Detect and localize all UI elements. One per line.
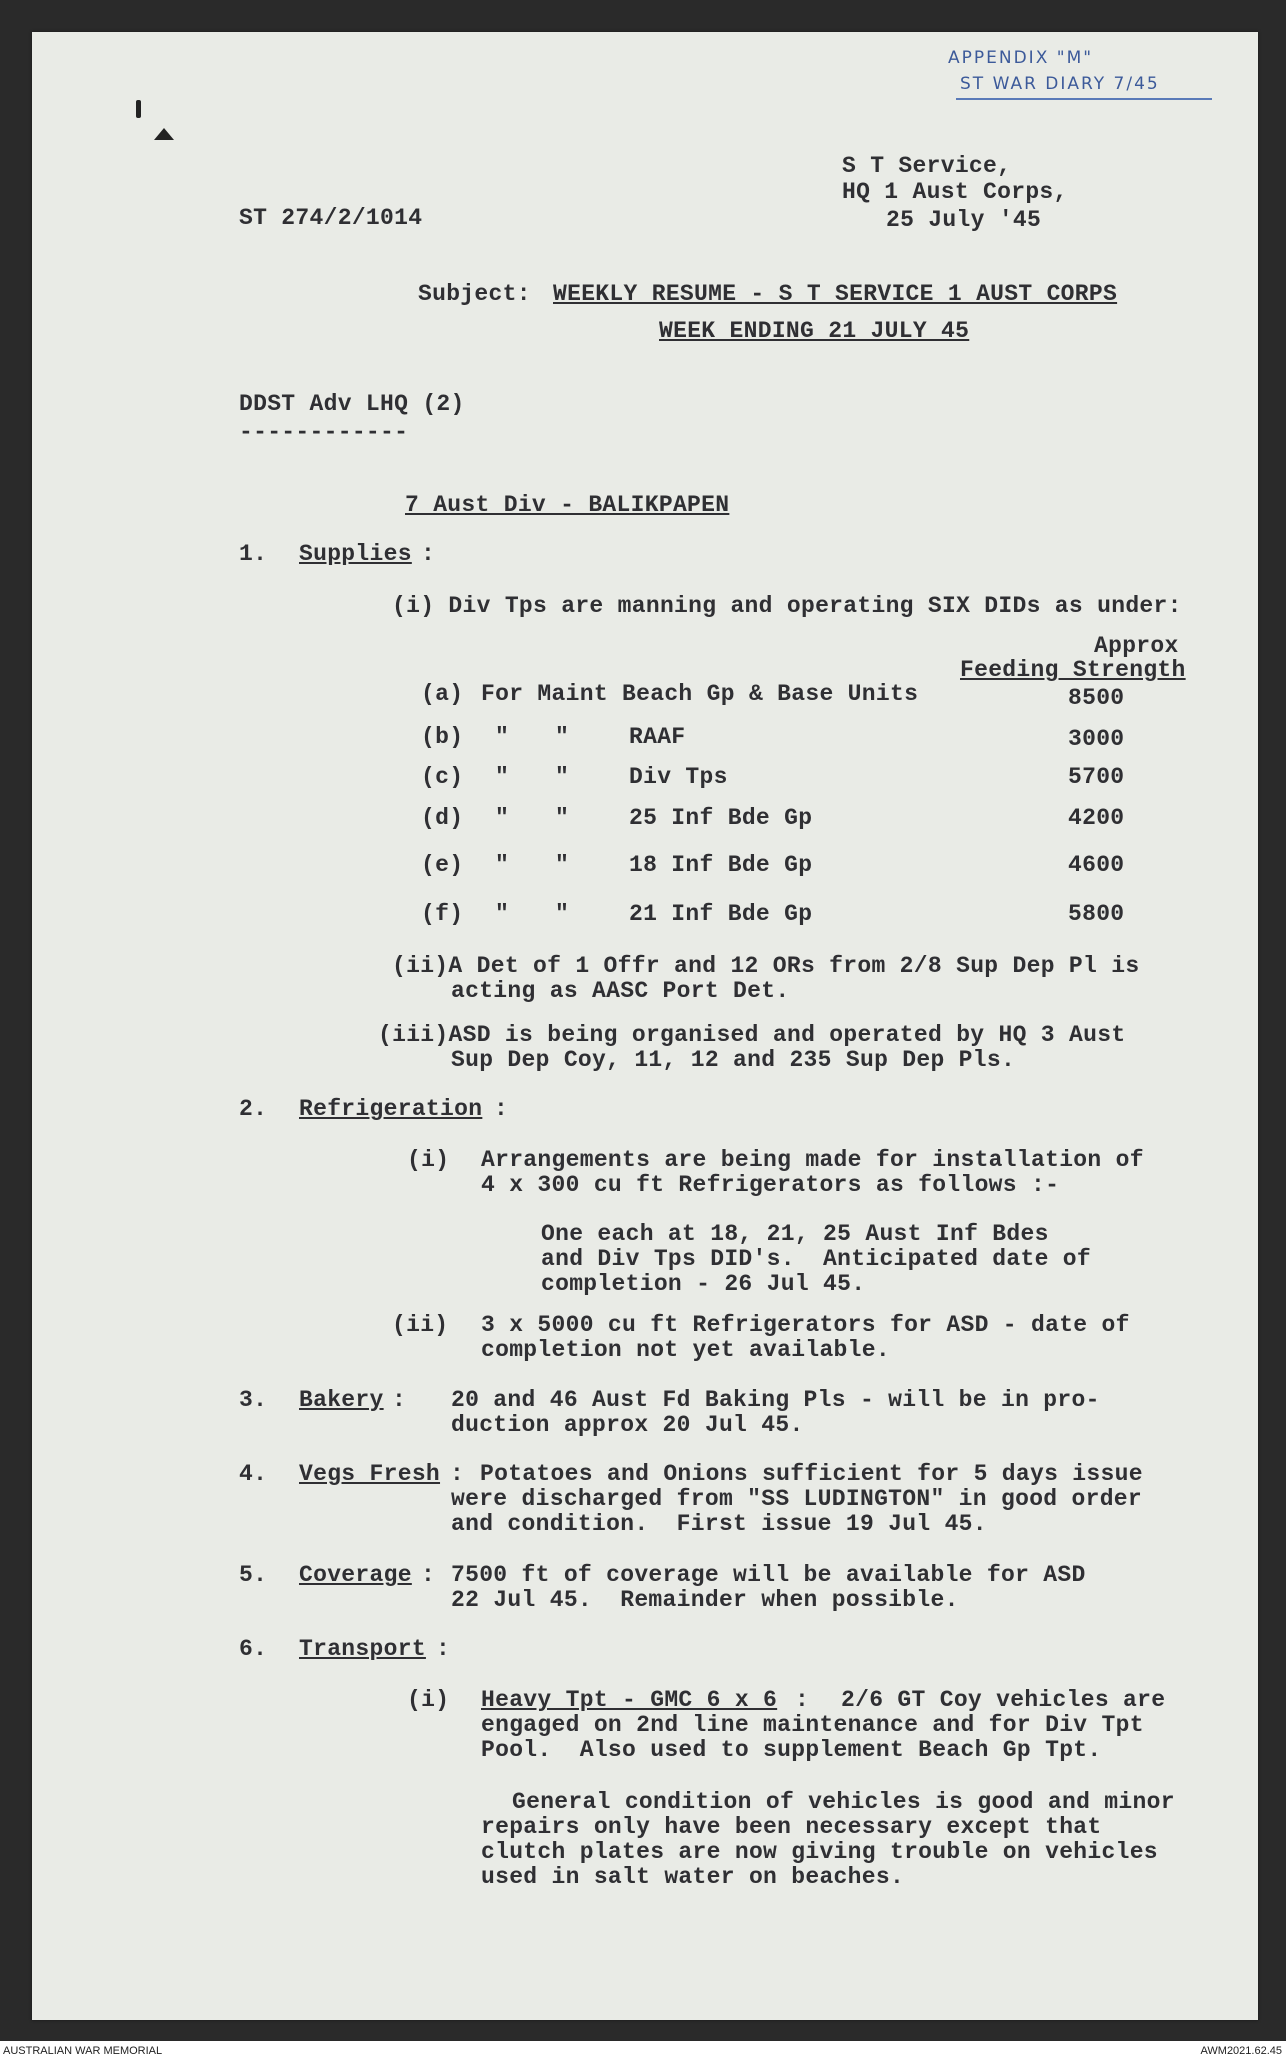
section-colon: :: [392, 1387, 407, 1413]
addressee: DDST Adv LHQ (2): [239, 391, 465, 417]
refrigeration-sub-line-2: and Div Tps DID's. Anticipated date of: [541, 1246, 1091, 1272]
archive-reference: AWM2021.62.45: [1200, 2045, 1282, 2057]
punch-mark: [154, 128, 174, 140]
row-ditto: ": [495, 805, 510, 831]
row-strength: 4200: [1068, 805, 1125, 831]
supplies-iii-line-2: Sup Dep Coy, 11, 12 and 235 Sup Dep Pls.: [451, 1047, 1016, 1073]
row-strength: 5800: [1068, 901, 1125, 927]
row-ditto: ": [555, 852, 570, 878]
refrigeration-i-line-2: 4 x 300 cu ft Refrigerators as follows :-: [481, 1172, 1060, 1198]
document-date: 25 July '45: [886, 207, 1042, 233]
section-number: 2.: [239, 1096, 268, 1122]
supplies-ii-line-1: (ii)A Det of 1 Offr and 12 ORs from 2/8 Sup Dep Pl is: [392, 953, 1140, 979]
row-letter: (d): [421, 805, 464, 831]
supplies-iii-line-1: (iii)ASD is being organised and operated by HQ 3 Aust: [378, 1022, 1126, 1048]
archive-name: AUSTRALIAN WAR MEMORIAL: [3, 2045, 163, 2057]
addressee-rule: ------------: [239, 419, 409, 445]
row-unit: Div Tps: [629, 764, 728, 790]
refrigeration-sub-line-3: completion - 26 Jul 45.: [541, 1271, 866, 1297]
row-unit: 25 Inf Bde Gp: [629, 805, 813, 831]
section-number: 1.: [239, 541, 268, 567]
supplies-intro: (i) Div Tps are manning and operating SIX DIDs as under:: [392, 593, 1182, 619]
section-title-vegs-fresh: Vegs Fresh: [299, 1461, 441, 1487]
section-colon: :: [421, 541, 436, 567]
section-number: 6.: [239, 1636, 268, 1662]
transport-para-line-2: repairs only have been necessary except that: [481, 1814, 1102, 1840]
section-colon: :: [436, 1636, 451, 1662]
row-ditto: ": [555, 764, 570, 790]
supplies-ii-line-2: acting as AASC Port Det.: [451, 978, 790, 1004]
punch-mark: [136, 100, 141, 118]
subject-line-1: WEEKLY RESUME - S T SERVICE 1 AUST CORPS: [553, 281, 1118, 307]
row-unit: For Maint Beach Gp & Base Units: [481, 681, 919, 707]
column-heading-feeding: Feeding Strength: [960, 657, 1186, 683]
row-strength: 8500: [1068, 685, 1125, 711]
row-ditto: ": [495, 852, 510, 878]
row-strength: 5700: [1068, 764, 1125, 790]
subject-label: Subject:: [418, 281, 531, 307]
section-title-supplies: Supplies: [299, 541, 412, 567]
row-ditto: ": [555, 724, 570, 750]
war-diary-annotation: ST WAR DIARY 7/45: [960, 74, 1160, 94]
refrigeration-i-number: (i): [407, 1147, 450, 1173]
section-title-refrigeration: Refrigeration: [299, 1096, 483, 1122]
transport-i-colon: :: [795, 1687, 810, 1713]
appendix-annotation: APPENDIX "M": [948, 48, 1094, 68]
refrigeration-ii-line-2: completion not yet available.: [481, 1337, 890, 1363]
bakery-line-2: duction approx 20 Jul 45.: [451, 1412, 804, 1438]
transport-para-line-3: clutch plates are now giving trouble on vehicles: [481, 1839, 1158, 1865]
refrigeration-sub-line-1: One each at 18, 21, 25 Aust Inf Bdes: [541, 1221, 1049, 1247]
division-heading: 7 Aust Div - BALIKPAPEN: [405, 492, 730, 518]
row-strength: 4600: [1068, 852, 1125, 878]
refrigeration-ii-number: (ii): [392, 1312, 449, 1338]
row-unit: RAAF: [629, 724, 686, 750]
section-title-bakery: Bakery: [299, 1387, 384, 1413]
transport-i-title: Heavy Tpt - GMC 6 x 6: [481, 1687, 778, 1713]
row-letter: (b): [421, 724, 464, 750]
transport-i-line-3: Pool. Also used to supplement Beach Gp Tpt.: [481, 1737, 1102, 1763]
row-letter: (f): [421, 901, 464, 927]
section-title-coverage: Coverage: [299, 1562, 412, 1588]
transport-i-line-2: engaged on 2nd line maintenance and for Div Tpt: [481, 1712, 1144, 1738]
reference-number: ST 274/2/1014: [239, 205, 423, 231]
transport-para-line-4: used in salt water on beaches.: [481, 1864, 905, 1890]
column-heading-approx: Approx: [1094, 633, 1179, 659]
row-letter: (a): [421, 681, 464, 707]
sender-line-1: S T Service,: [842, 153, 1012, 179]
row-unit: 18 Inf Bde Gp: [629, 852, 813, 878]
sender-line-2: HQ 1 Aust Corps,: [842, 179, 1068, 205]
row-ditto: ": [555, 805, 570, 831]
row-ditto: ": [495, 724, 510, 750]
subject-line-2: WEEK ENDING 21 JULY 45: [659, 318, 970, 344]
section-title-transport: Transport: [299, 1636, 426, 1662]
bakery-line-1: 20 and 46 Aust Fd Baking Pls - will be in pro-: [451, 1387, 1100, 1413]
section-number: 3.: [239, 1387, 268, 1413]
refrigeration-i-line-1: Arrangements are being made for installation of: [481, 1147, 1144, 1173]
row-ditto: ": [495, 901, 510, 927]
transport-i-number: (i): [407, 1687, 450, 1713]
transport-para-line-1: General condition of vehicles is good and minor: [512, 1789, 1175, 1815]
section-number: 5.: [239, 1562, 268, 1588]
vegs-line-3: and condition. First issue 19 Jul 45.: [451, 1511, 987, 1537]
archive-footer: [0, 2041, 1286, 2061]
row-ditto: ": [555, 901, 570, 927]
coverage-line-1: 7500 ft of coverage will be available for ASD: [451, 1562, 1086, 1588]
row-ditto: ": [495, 764, 510, 790]
refrigeration-ii-line-1: 3 x 5000 cu ft Refrigerators for ASD - date of: [481, 1312, 1130, 1338]
row-letter: (c): [421, 764, 464, 790]
row-unit: 21 Inf Bde Gp: [629, 901, 813, 927]
vegs-line-2: were discharged from "SS LUDINGTON" in good order: [451, 1486, 1143, 1512]
annotation-underline: [956, 98, 1212, 100]
section-colon: :: [494, 1096, 509, 1122]
vegs-line-1: Potatoes and Onions sufficient for 5 days issue: [480, 1461, 1143, 1487]
row-strength: 3000: [1068, 726, 1125, 752]
section-colon: :: [450, 1461, 465, 1487]
section-colon: :: [421, 1562, 436, 1588]
row-letter: (e): [421, 852, 464, 878]
transport-i-line-1: 2/6 GT Coy vehicles are: [841, 1687, 1166, 1713]
coverage-line-2: 22 Jul 45. Remainder when possible.: [451, 1587, 959, 1613]
section-number: 4.: [239, 1461, 268, 1487]
